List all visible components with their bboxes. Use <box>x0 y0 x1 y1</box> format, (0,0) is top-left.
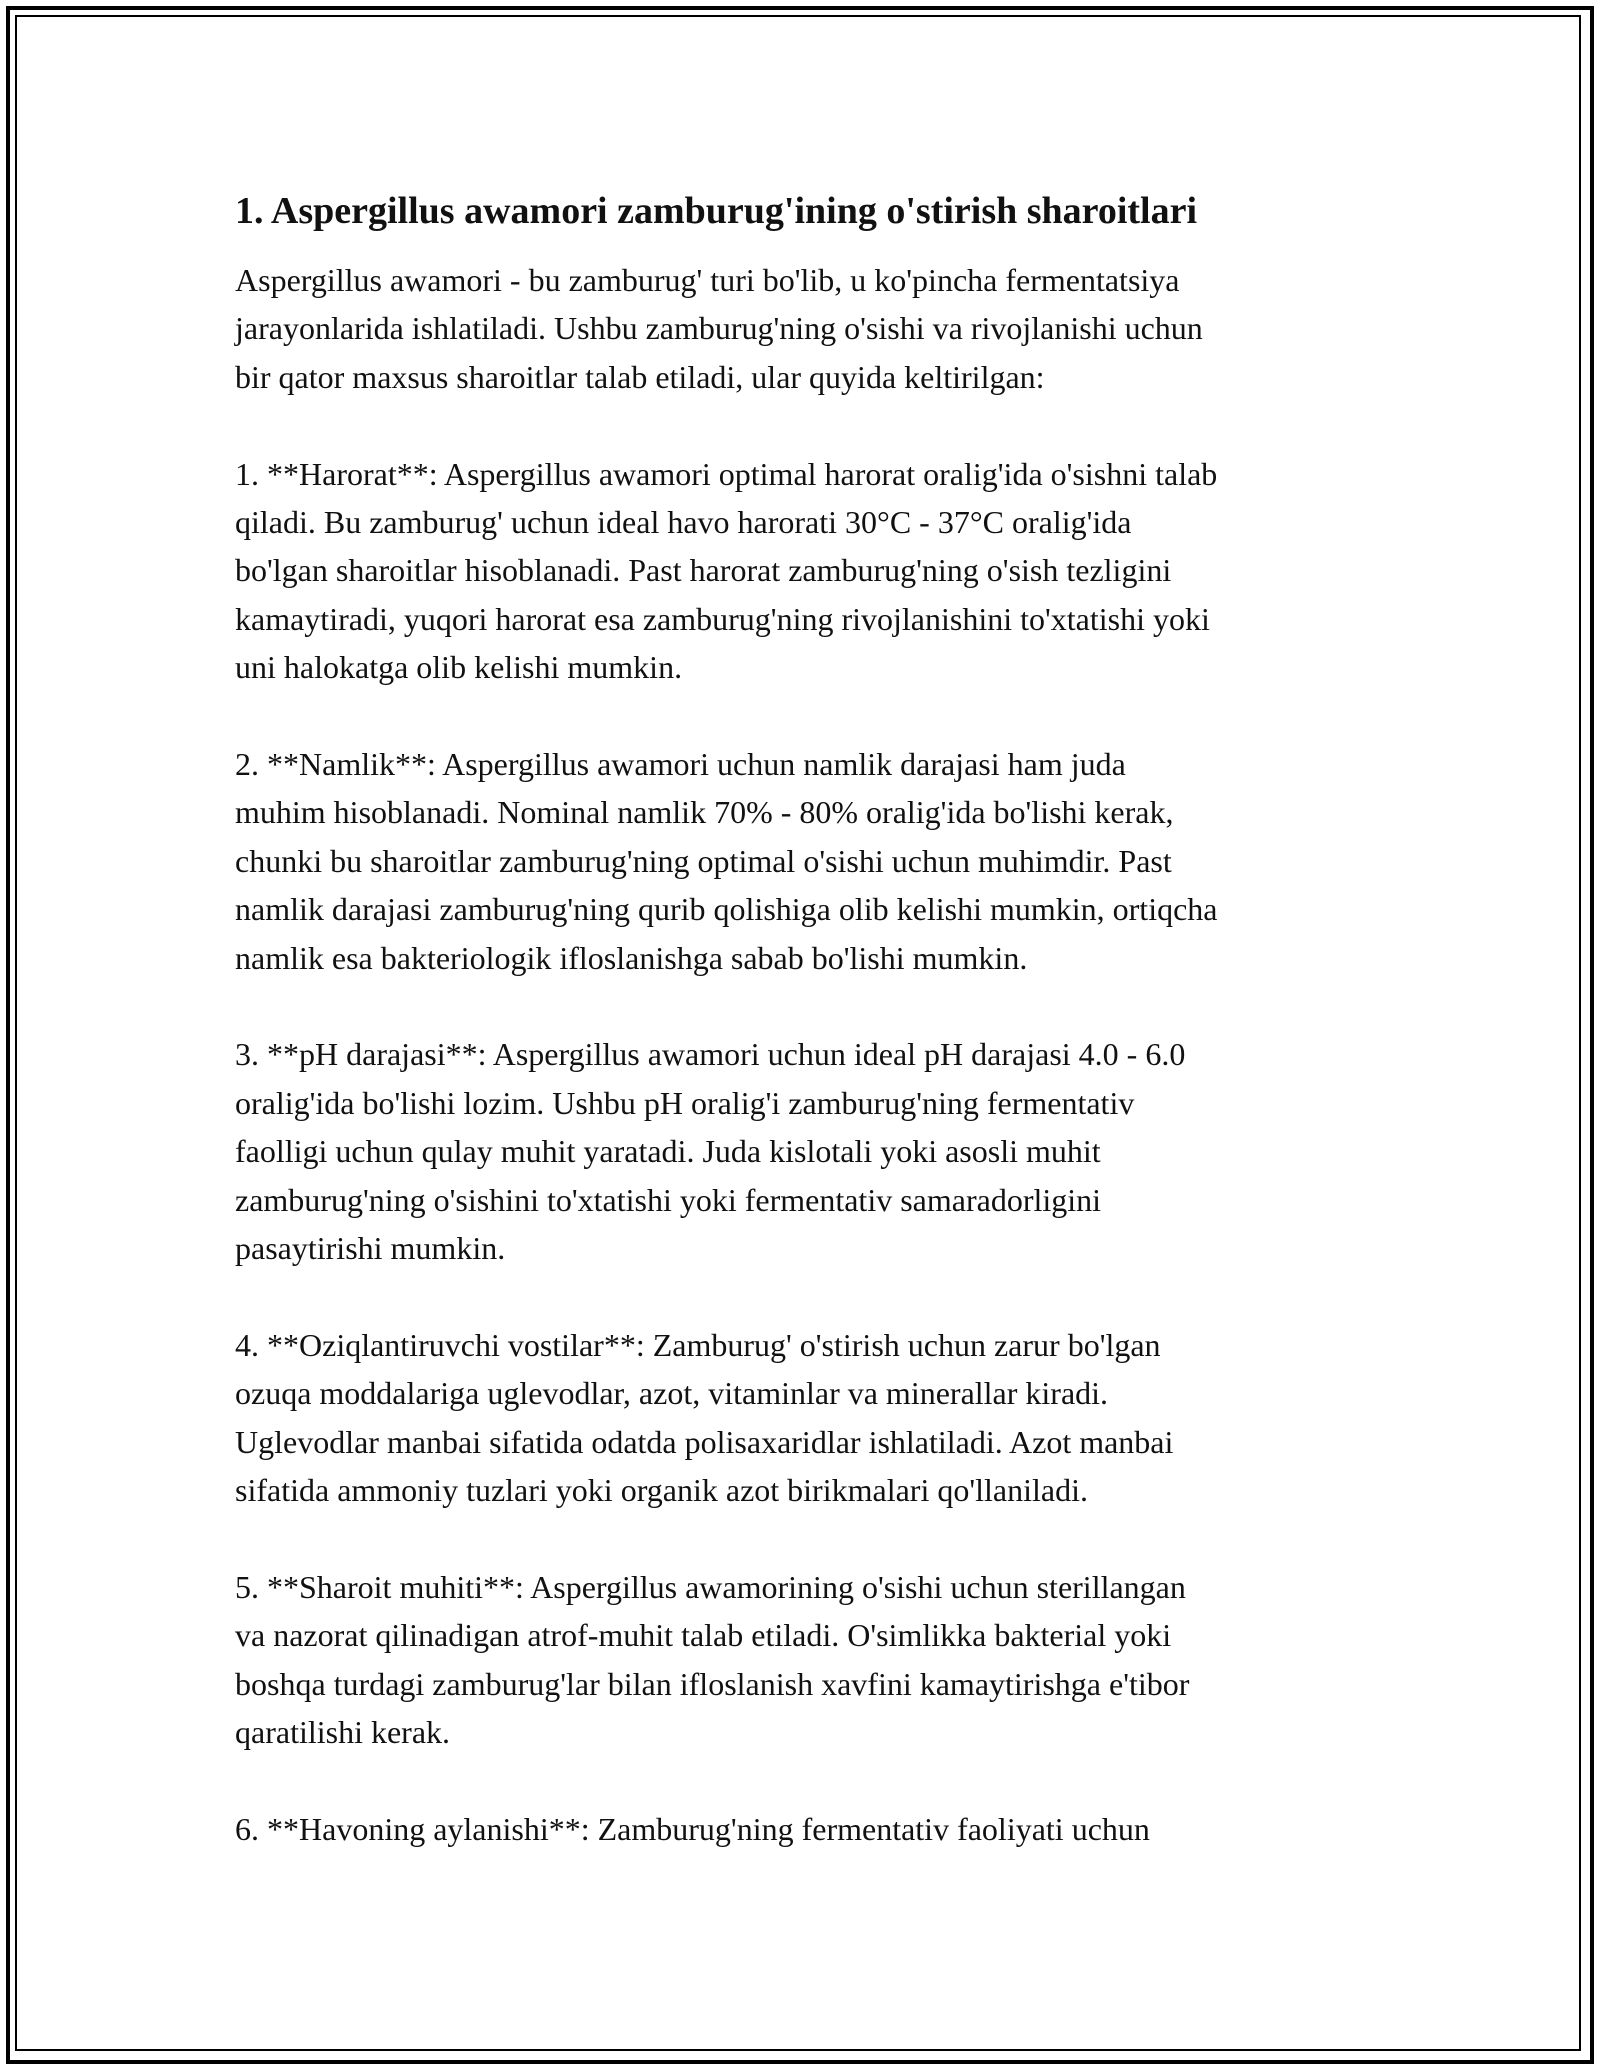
item-namlik: 2. **Namlik**: Aspergillus awamori uchun namlik darajasi ham juda muhim hisoblanadi. Nominal namlik 70% - 80% oralig'ida bo'lishi kerak, chunki bu sharoitlar zamburug'ning optimal o'sishi uchun muhimdir. Past namlik darajasi zamburug'ning qurib qolishiga olib kelishi mumkin, ortiqcha namlik esa bakteriologik ifloslanishga sabab bo'lishi mumkin. <box>235 746 1218 976</box>
item-havoning-aylanishi: 6. **Havoning aylanishi**: Zamburug'ning fermentativ faoliyati uchun <box>235 1810 1150 1847</box>
item-ph-darajasi: 3. **pH darajasi**: Aspergillus awamori uchun ideal pH darajasi 4.0 - 6.0 oralig'ida bo'lishi lozim. Ushbu pH oralig'i zamburug'ning fermentativ faolligi uchun qulay muhit yaratadi. Juda kislotali yoki asosli muhit zamburug'ning o'sishini to'xtatishi yoki fermentativ samaradorligini pasaytirishi mumkin. <box>235 1036 1186 1267</box>
item-oziqlantiruvchi-vostilar: 4. **Oziqlantiruvchi vostilar**: Zamburug' o'stirish uchun zarur bo'lgan ozuqa moddalariga uglevodlar, azot, vitaminlar va minerallar kiradi. Uglevodlar manbai sifatida odatda polisaxaridlar ishlatiladi. Azot manbai sifatida ammoniy tuzlari yoki organik azot birikmalari qo'llaniladi. <box>235 1326 1174 1509</box>
document-body <box>235 186 1365 1853</box>
item-sharoit-muhiti: 5. **Sharoit muhiti**: Aspergillus awamorining o'sishi uchun sterillangan va nazorat qilinadigan atrof-muhit talab etiladi. O'simlikka bakterial yoki boshqa turdagi zamburug'lar bilan ifloslanish xavfini kamaytirishga e'tibor qaratilishi kerak. <box>235 1568 1190 1751</box>
document-title: 1. Aspergillus awamori zamburug'ining o'stirish sharoitlari <box>235 190 1198 232</box>
intro-paragraph: Aspergillus awamori - bu zamburug' turi bo'lib, u ko'pincha fermentatsiya jarayonlarida ishlatiladi. Ushbu zamburug'ning o'sishi va rivojlanishi uchun bir qator maxsus sharoitlar talab etiladi, ular quyida keltirilgan: <box>235 262 1203 395</box>
item-harorat: 1. **Harorat**: Aspergillus awamori optimal harorat oralig'ida o'sishni talab qiladi. Bu zamburug' uchun ideal havo harorati 30°C - 37°C oralig'ida bo'lgan sharoitlar hisoblanadi. Past harorat zamburug'ning o'sish tezligini kamaytiradi, yuqori harorat esa zamburug'ning rivojlanishini to'xtatishi yoki uni halokatga olib kelishi mumkin. <box>235 455 1218 686</box>
